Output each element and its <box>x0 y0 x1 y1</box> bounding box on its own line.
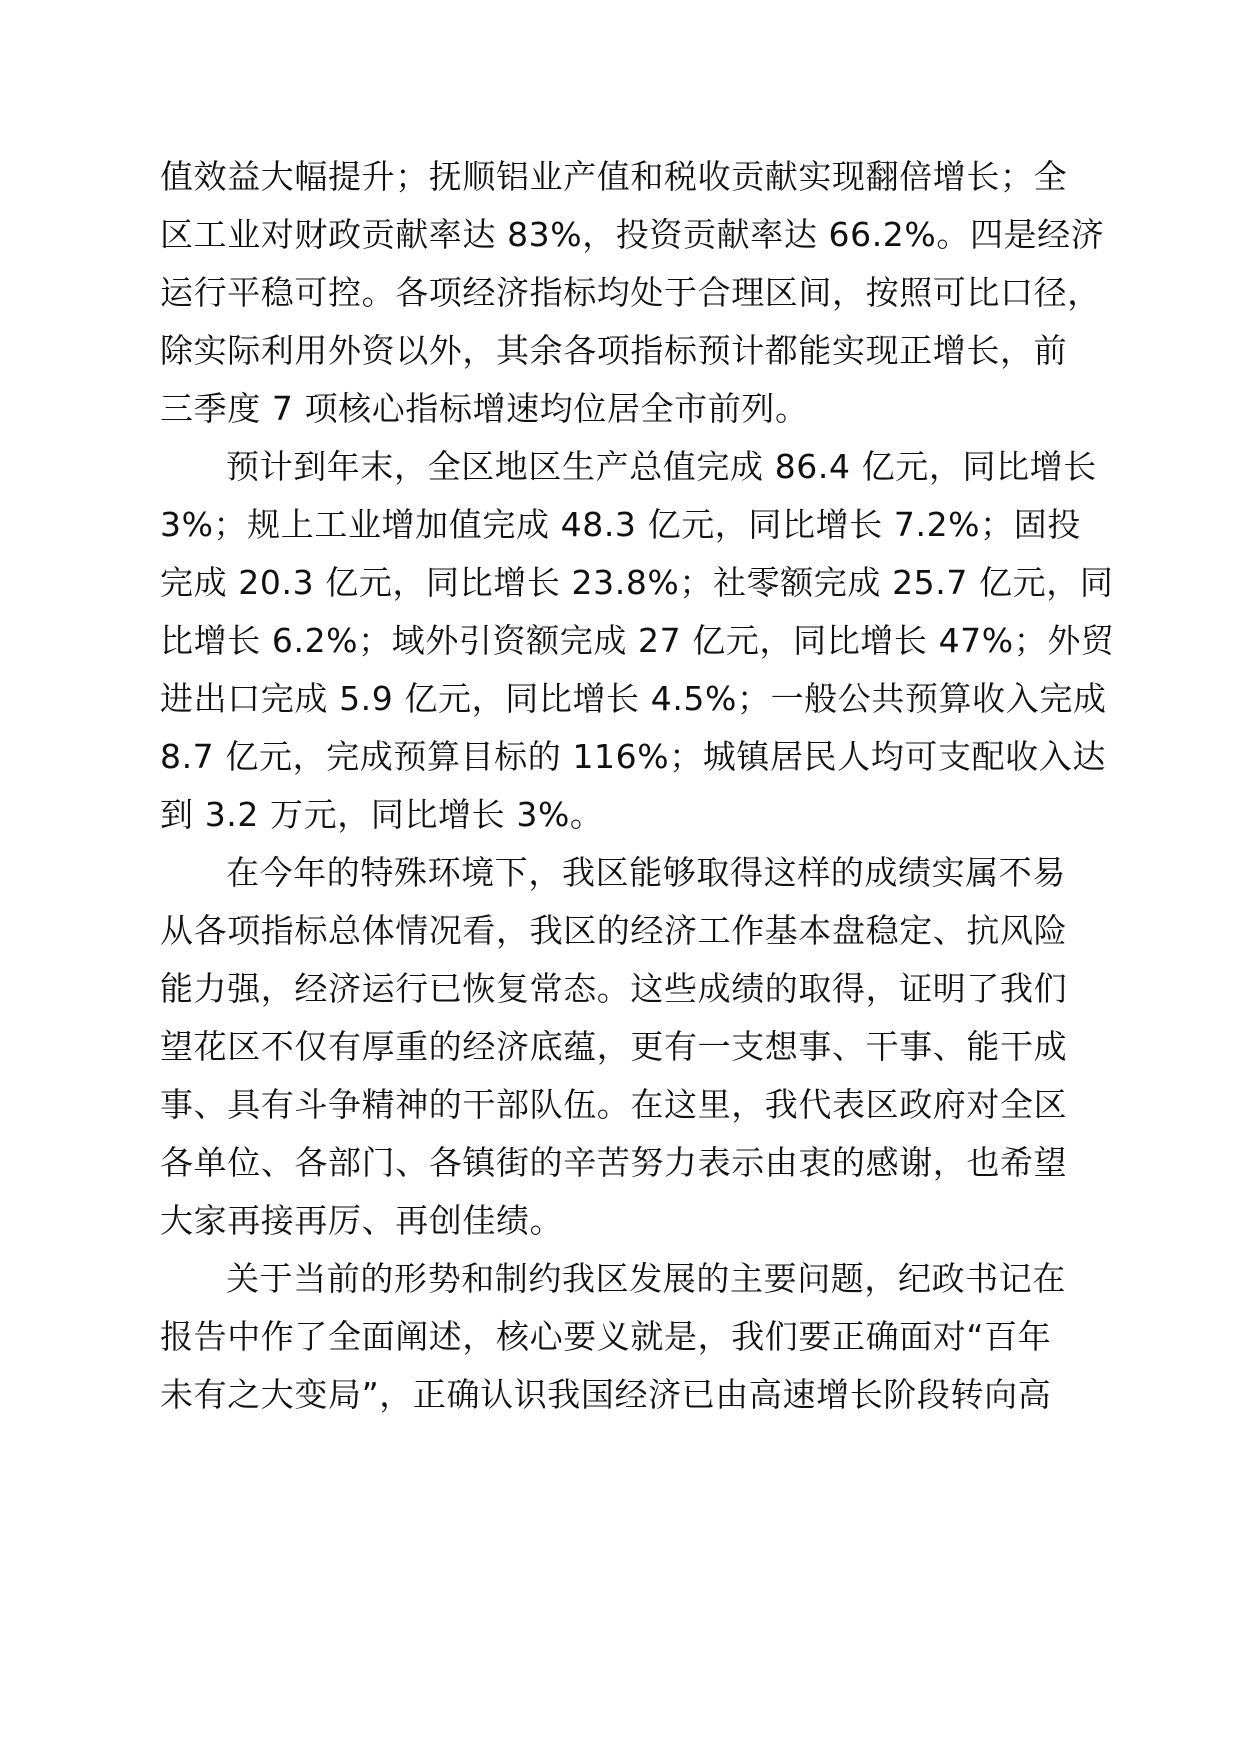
text-line: 比增长 6.2%；域外引资额完成 27 亿元，同比增长 47%；外贸 <box>160 621 1115 660</box>
text-line: 除实际利用外资以外，其余各项指标预计都能实现正增长，前 <box>160 331 1068 370</box>
text-line: 未有之大变局”，正确认识我国经济已由高速增长阶段转向高 <box>160 1375 1052 1414</box>
text-line: 到 3.2 万元，同比增长 3%。 <box>160 795 604 834</box>
text-line: 进出口完成 5.9 亿元，同比增长 4.5%；一般公共预算收入完成 <box>160 679 1107 718</box>
text-line: 三季度 7 项核心指标增速均位居全市前列。 <box>160 389 809 428</box>
text-line-indented: 预计到年末，全区地区生产总值完成 86.4 亿元，同比增长 <box>226 447 1097 486</box>
text-line: 从各项指标总体情况看，我区的经济工作基本盘稳定、抗风险 <box>160 911 1068 950</box>
text-line: 完成 20.3 亿元，同比增长 23.8%；社零额完成 25.7 亿元，同 <box>160 563 1114 602</box>
text-line: 运行平稳可控。各项经济指标均处于合理区间，按照可比口径， <box>160 273 1101 312</box>
text-line: 值效益大幅提升；抚顺铝业产值和税收贡献实现翻倍增长；全 <box>160 157 1068 196</box>
text-line: 报告中作了全面阐述，核心要义就是，我们要正确面对“百年 <box>160 1317 1052 1356</box>
text-line: 各单位、各部门、各镇街的辛苦努力表示由衷的感谢，也希望 <box>160 1143 1068 1182</box>
text-line: 事、具有斗争精神的干部队伍。在这里，我代表区政府对全区 <box>160 1085 1068 1124</box>
text-line: 区工业对财政贡献率达 83%，投资贡献率达 66.2%。四是经济 <box>160 215 1105 254</box>
text-line: 8.7 亿元，完成预算目标的 116%；城镇居民人均可支配收入达 <box>160 737 1107 776</box>
text-line: 能力强，经济运行已恢复常态。这些成绩的取得，证明了我们 <box>160 969 1068 1008</box>
text-line: 望花区不仅有厚重的经济底蕴，更有一支想事、干事、能干成 <box>160 1027 1068 1066</box>
text-line-indented: 关于当前的形势和制约我区发展的主要问题，纪政书记在 <box>226 1259 1066 1298</box>
text-line: 大家再接再厉、再创佳绩。 <box>160 1201 564 1240</box>
text-line: 3%；规上工业增加值完成 48.3 亿元，同比增长 7.2%；固投 <box>160 505 1081 544</box>
text-line-indented: 在今年的特殊环境下，我区能够取得这样的成绩实属不易 <box>226 853 1066 892</box>
